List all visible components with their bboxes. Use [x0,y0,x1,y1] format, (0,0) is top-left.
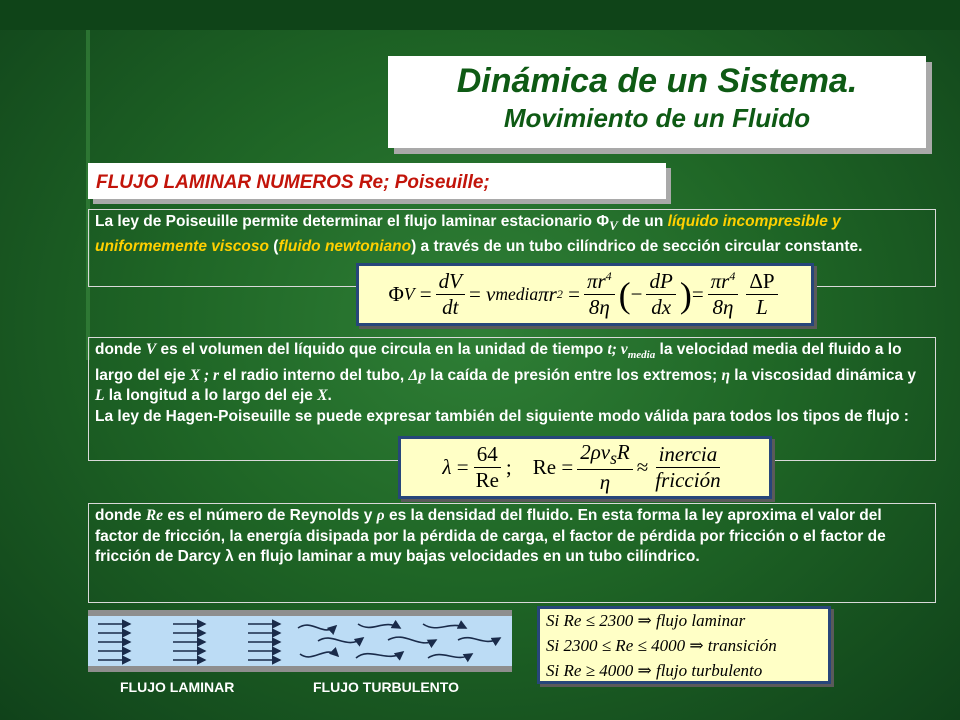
caption-laminar: FLUJO LAMINAR [120,679,235,695]
highlight-newtonian: fluido newtoniano [278,237,412,255]
var: V [145,341,157,358]
text: la longitud a lo largo del eje [104,387,318,405]
eq-pir: πr [538,282,557,306]
caption-turbulent: FLUJO TURBULENTO [313,679,459,695]
exp: 4 [605,269,612,283]
pir: πr [710,269,730,293]
eq-sign: = [691,282,704,306]
eq-exp: 2 [556,287,563,301]
frac-dvdt [436,269,465,320]
eq-phi: Φ [388,282,404,306]
text: la velocidad media del fluido a lo largo del eje [95,341,902,384]
eq-sign: = [568,282,580,306]
var: t; v [607,341,628,358]
var: X [317,387,328,405]
den: fricción [655,468,721,492]
den: dt [442,295,459,319]
num [708,269,739,295]
top-band [0,0,960,30]
text: . [327,387,332,405]
num: dV [436,269,465,295]
text: el radio interno del tubo, [219,366,409,384]
eq-minus: − [630,282,643,306]
var-sub: media [627,349,656,362]
flow-diagram [88,616,512,666]
section-heading-box [88,163,666,199]
reynolds-equation [398,436,772,499]
eq-approx: ≈ [636,455,649,479]
frac-64re [473,442,502,493]
eq-v: v [486,282,496,306]
paragraph-reynolds [88,503,936,603]
text: es el número de Reynolds y [163,507,377,524]
text: donde [95,507,146,524]
text: ( [269,237,279,255]
num: inercia [656,442,721,468]
text: ) a través de un tubo cilíndrico de sección circular constante. [411,237,863,255]
flow-illustration [88,610,512,672]
var: Δp [408,366,426,384]
den: L [756,295,768,319]
text: la viscosidad dinámica y [729,366,917,384]
var: L [95,387,105,405]
den: 8η [588,295,610,319]
regime-turbulent: Si Re ≥ 4000 ⇒ flujo turbulento [546,660,763,680]
poiseuille-equation [356,263,814,326]
var: ρ [376,507,385,524]
eq-phi-sub: V [403,284,415,304]
den: 8η [712,295,734,319]
turbulent-arrows [298,624,500,658]
text: es la densidad del fluido. En esta forma la ley aproxima el valor del factor de fricción, la energía disipada por la pérdida de carga, el factor de pérdida por fricción o el factor de fricción de Darcy λ en flujo laminar a muy bajas velocidades en un tubo cilíndrico. [95,507,886,565]
text: La ley de Hagen-Poiseuille se puede expresar también del siguiente modo válida para todos los tipos de flujo : [95,407,909,425]
eq-sign: = [419,282,432,306]
den: dx [651,295,672,319]
regime-laminar: Si Re ≤ 2300 ⇒ flujo laminar [546,610,746,630]
slide-subtitle: Movimiento de un Fluido [503,103,811,133]
frac-dpl [746,269,777,320]
phi-sub: V [609,218,618,234]
laminar-arrows [98,624,280,660]
pir: πr [586,269,606,293]
text: es el volumen del líquido que circula en la unidad de tiempo [156,341,608,358]
var: η [721,366,730,384]
eq-sign: = [561,455,574,479]
eq-re: Re [532,455,557,479]
phi-symbol: Φ [596,213,610,230]
text: donde [95,341,146,358]
frac-reynolds [577,440,633,495]
two-rho: 2ρv [580,439,611,464]
frac-pir4 [584,269,615,320]
eq-sign: = [468,282,481,306]
vs: s [610,448,617,469]
num [577,440,633,470]
num: ΔP [746,269,777,295]
text: La ley de Poiseuille permite determinar el flujo laminar estacionario [95,213,597,230]
exp: 4 [729,269,736,283]
frac-inercia [652,442,723,493]
num: dP [646,269,675,295]
eq-v-sub: media [495,284,539,304]
num [584,269,615,295]
section-heading: FLUJO LAMINAR NUMEROS Re; Poiseuille; [96,172,490,193]
text: de un [617,213,668,230]
paren-close: ) [679,274,692,315]
regime-conditions [537,606,831,684]
var: Re [145,507,164,524]
eq-sign: = [456,455,469,479]
title-box [388,56,926,148]
highlight-liquid: líquido incompresible y uniformemente viscoso [95,213,841,255]
frac-dpdx [646,269,675,320]
num: 64 [474,442,501,468]
var: X ; r [189,366,220,384]
den: η [599,470,611,495]
paren-open: ( [618,274,631,315]
eq-semicolon: ; [505,455,512,479]
regime-transition: Si 2300 ≤ Re ≤ 4000 ⇒ transición [546,635,777,655]
text: la caída de presión entre los extremos; [425,366,722,384]
frac-pir4b [708,269,739,320]
eq-lambda: λ [442,455,452,479]
R: R [616,439,630,464]
slide-title: Dinámica de un Sistema. [456,62,858,100]
den: Re [475,468,499,492]
